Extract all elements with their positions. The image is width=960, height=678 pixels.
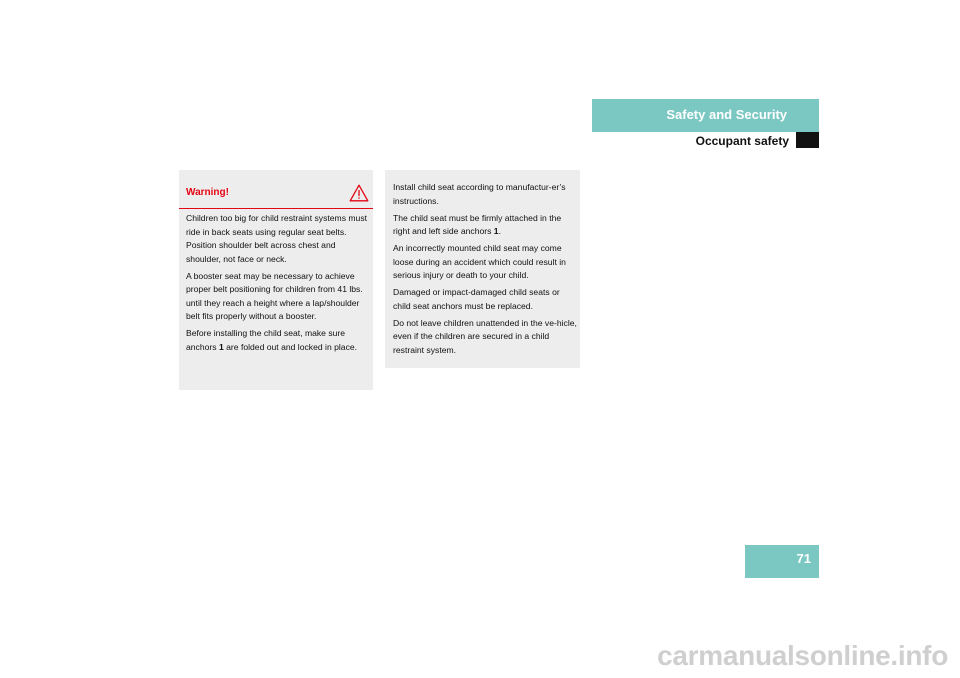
warning-header	[179, 170, 373, 209]
info-box	[385, 170, 580, 368]
warning-paragraph-3-text-end: are folded out and locked in place.	[223, 341, 358, 352]
subsection-title: Occupant safety	[695, 134, 789, 148]
anchor-reference-number: 1	[218, 341, 224, 352]
warning-body	[186, 212, 370, 358]
warning-paragraph-3	[186, 327, 370, 354]
info-paragraph-2-text-start: The child seat must be firmly attached in the right and left side anchors	[393, 212, 562, 236]
header-tab-marker	[796, 132, 819, 148]
section-header-band	[592, 99, 819, 132]
info-paragraph-5: Do not leave children unattended in the ve-hicle, even if the children are secured in a child restraint system.	[393, 317, 577, 355]
warning-box	[179, 170, 373, 390]
page-number: 71	[796, 551, 811, 566]
warning-paragraph-1: Children too big for child restraint systems must ride in back seats using regular seat belts. Position shoulder belt across chest and shoulder, not face or neck.	[186, 213, 368, 264]
info-body	[393, 181, 577, 361]
info-paragraph-1: Install child seat according to manufactur-er’s instructions.	[393, 182, 566, 206]
page-number-box	[745, 545, 819, 578]
info-paragraph-2-text-end: .	[498, 226, 501, 236]
warning-paragraph-2: A booster seat may be necessary to achieve proper belt positioning for children from 41 lbs. until they reach a height where a lap/shoulder belt fits properly without a booster.	[186, 270, 363, 321]
info-paragraph-4: Damaged or impact-damaged child seats or child seat anchors must be replaced.	[393, 287, 560, 311]
info-paragraph-2	[393, 212, 577, 239]
anchor-reference-number: 1	[493, 226, 499, 236]
info-paragraph-3: An incorrectly mounted child seat may come loose during an accident which could result in serious injury or death to your child.	[393, 243, 566, 280]
warning-title: Warning!	[186, 187, 229, 198]
watermark-text: carmanualsonline.info	[657, 640, 948, 671]
section-title: Safety and Security	[666, 107, 787, 122]
warning-paragraph-3-text-start: Before installing the child seat, make sure anchors	[186, 328, 346, 352]
warning-triangle-icon	[349, 184, 369, 202]
